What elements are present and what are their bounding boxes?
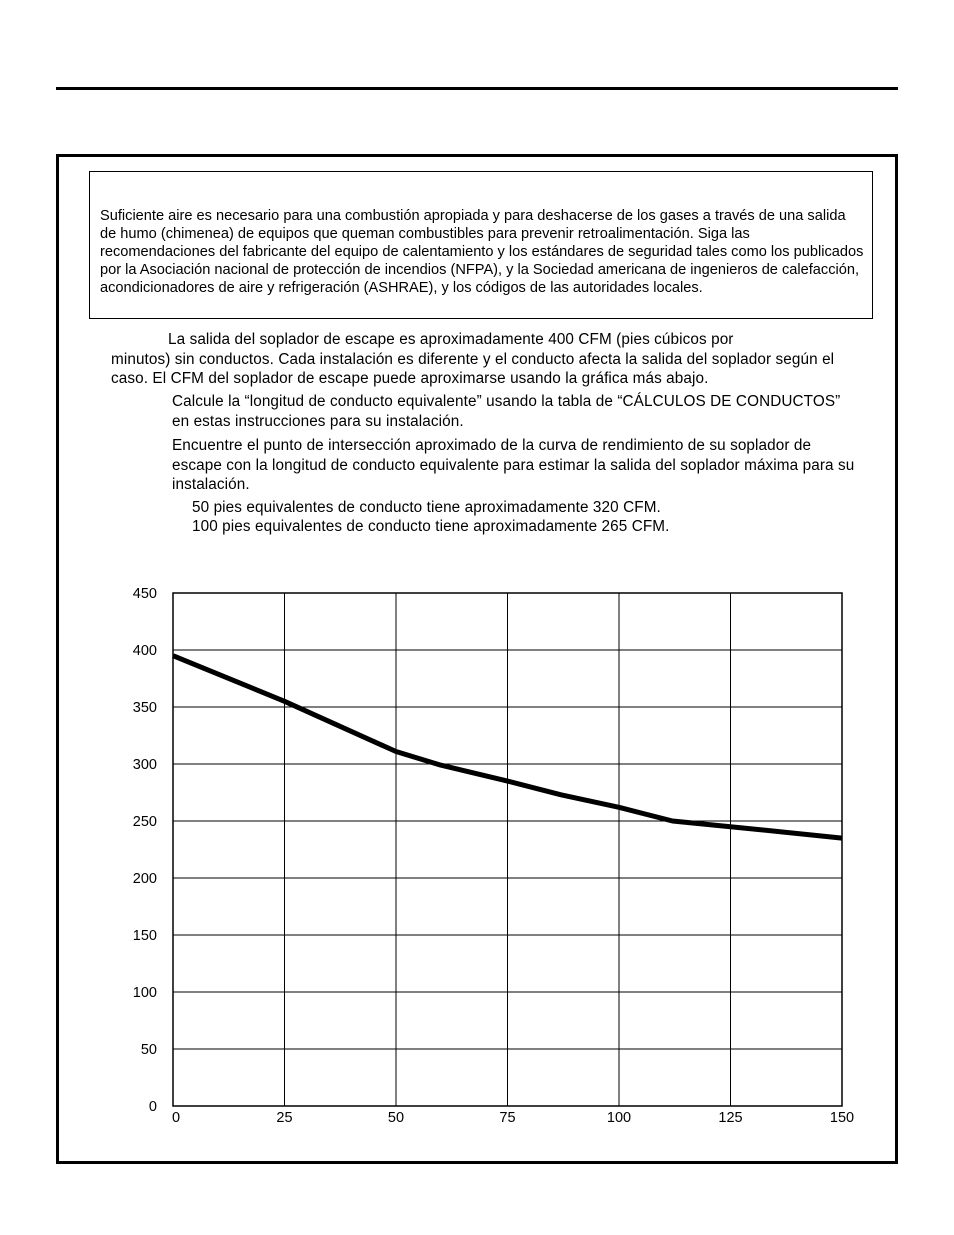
y-tick-label: 0 xyxy=(148,1099,157,1115)
y-tick-label: 150 xyxy=(132,928,157,944)
x-tick-label: 0 xyxy=(172,1110,181,1126)
y-tick-label: 50 xyxy=(140,1042,157,1058)
step-1-text: Calcule la “longitud de conducto equivalente” usando la tabla de “CÁLCULOS DE CONDUCTOS” en estas instrucciones para su instalación. xyxy=(172,393,841,430)
y-tick-label: 200 xyxy=(132,871,157,887)
x-tick-label: 25 xyxy=(276,1110,293,1126)
y-tick-label: 250 xyxy=(132,814,157,830)
x-tick-label: 150 xyxy=(829,1110,855,1126)
x-tick-label: 125 xyxy=(718,1110,743,1126)
x-tick-label: 100 xyxy=(606,1110,632,1126)
example-2-text: 100 pies equivalentes de conducto tiene aproximadamente 265 CFM. xyxy=(192,518,670,535)
x-tick-label: 50 xyxy=(387,1110,405,1126)
intro-first-line: La salida del soplador de escape es aproximadamente 400 CFM (pies cúbicos por xyxy=(168,331,734,348)
x-tick-label: 75 xyxy=(499,1110,516,1126)
y-tick-label: 400 xyxy=(132,643,157,659)
y-tick-label: 450 xyxy=(132,586,157,602)
example-1-text: 50 pies equivalentes de conducto tiene aproximadamente 320 CFM. xyxy=(192,499,661,516)
notice-text: Suficiente aire es necesario para una combustión apropiada y para deshacerse de los gases a través de una salida de humo (chimenea) de equipos que queman combustibles para prevenir retroalimentación. Siga las recomendaciones del fabricante del equipo de calentamiento y los estándares de seguridad tales como los publicados por la Asociación nacional de protección de incendios (NFPA), y la Sociedad americana de ingenieros de calefacción, acondicionadores de aire y refrigeración (ASHRAE), y los códigos de las autoridades locales. xyxy=(100,208,864,296)
y-tick-label: 350 xyxy=(132,700,157,716)
step-2-text: Encuentre el punto de intersección aproximado de la curva de rendimiento de su soplador de escape con la longitud de conducto equivalente para estimar la salida del soplador máxima para su instalación. xyxy=(172,437,855,493)
y-tick-label: 100 xyxy=(132,985,157,1001)
intro-paragraph: minutos) sin conductos. Cada instalación es diferente y el conducto afecta la salida del soplador según el caso. El CFM del soplador de escape puede aproximarse usando la gráfica más abajo. xyxy=(111,350,835,387)
y-tick-label: 300 xyxy=(132,757,157,773)
